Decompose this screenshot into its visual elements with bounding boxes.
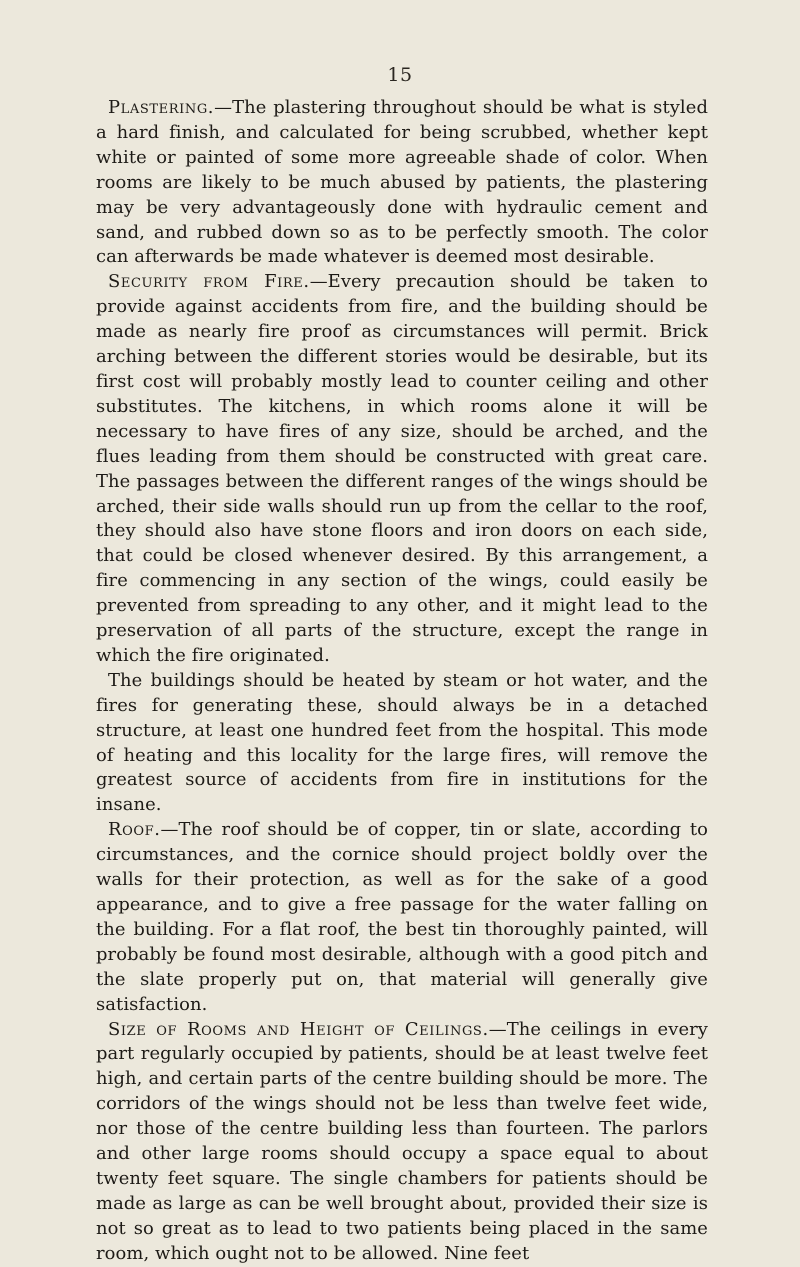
paragraph-text: —The plastering throughout should be what is styled a hard finish, and calculated for being scrubbed, whether kept white or painted of some more agreeable shade of color. When rooms are likely to be much abused by patients, the plastering may be very advantageously done with hydraulic cement and sand, and rubbed down so as to be perfectly smooth. The color can afterwards be made whatever is deemed most desirable. bbox=[96, 97, 708, 268]
section-heading-roof: Roof. bbox=[108, 819, 161, 841]
paragraph-size-of-rooms bbox=[96, 1018, 708, 1267]
paragraph-security-from-fire bbox=[96, 270, 708, 669]
paragraph-roof bbox=[96, 818, 708, 1017]
section-heading-size-of-rooms: Size of Rooms and Height of Ceilings. bbox=[108, 1018, 489, 1040]
paragraph-text: The buildings should be heated by steam or hot water, and the fires for generating these, should always be in a detached structure, at least one hundred feet from the hospital. This mode of heating and this locality for the large fires, will remove the greatest source of accidents from fire in institutions for the insane. bbox=[96, 669, 708, 816]
page-number: 15 bbox=[387, 64, 413, 86]
paragraph-text: —The roof should be of copper, tin or slate, according to circumstances, and the cornice should project boldly over the walls for their protection, as well as for the sake of a good appearance, and to give a free passage for the water falling on the building. For a flat roof, the best tin thoroughly painted, will probably be found most desirable, although with a good pitch and the slate properly put on, that material will generally give satisfaction. bbox=[96, 819, 708, 1015]
paragraph-text: —The ceilings in every part regularly occupied by patients, should be at least twelve feet high, and certain parts of the centre building should be more. The corridors of the wings should not be less than twelve feet wide, nor those of the centre building less than fourteen. The parlors and other large rooms should occupy a space equal to about twenty feet square. The single chambers for patients should be made as large as can be well brought about, provided their size is not so great as to lead to two patients being placed in the same room, which ought not to be allowed. Nine feet bbox=[96, 1018, 708, 1264]
section-heading-security-from-fire: Security from Fire. bbox=[108, 271, 310, 293]
paragraph-text: —Every precaution should be taken to provide against accidents from fire, and the building should be made as nearly fire proof as circumstances will permit. Brick arching between the different stories would be desirable, but its first cost will probably mostly lead to counter ceiling and other substitutes. The kitchens, in which rooms alone it will be necessary to have fires of any size, should be arched, and the flues leading from them should be constructed with great care. The passages between the different ranges of the wings should be arched, their side walls should run up from the cellar to the roof, they should also have stone floors and iron doors on each side, that could be closed whenever desired. By this arrangement, a fire commencing in any section of the wings, could easily be prevented from spreading to any other, and it might lead to the preservation of all parts of the structure, except the range in which the fire originated. bbox=[96, 271, 708, 666]
paragraph-plastering bbox=[96, 96, 708, 270]
section-heading-plastering: Plastering. bbox=[108, 97, 215, 118]
text-body bbox=[96, 96, 708, 1267]
paragraph-heating bbox=[96, 669, 708, 818]
